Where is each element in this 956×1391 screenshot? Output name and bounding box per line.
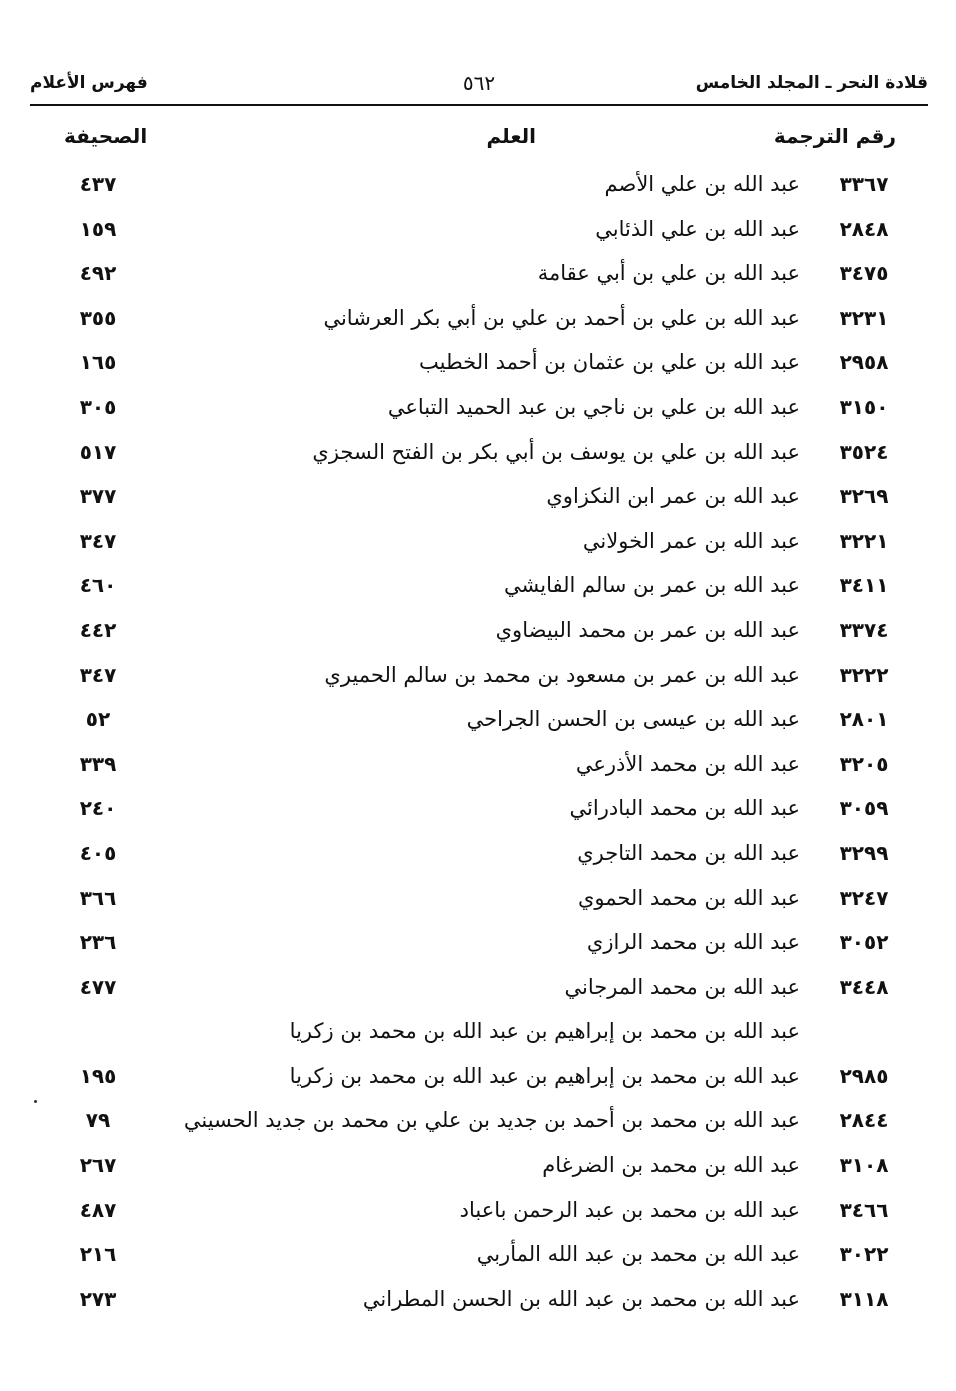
index-entry (40, 430, 896, 475)
column-header-page: الصحيفة (64, 124, 148, 148)
entry-name: عبد الله بن محمد الأذرعي (575, 751, 800, 776)
entry-number: ٣٢٠٥ (839, 751, 889, 776)
index-entry (40, 1054, 896, 1099)
entry-page: ٢٦٧ (79, 1153, 117, 1178)
entry-name: عبد الله بن محمد البادرائي (569, 796, 800, 821)
entry-name: عبد الله بن محمد بن الضرغام (542, 1153, 800, 1178)
entry-name: عبد الله بن عمر بن مسعود بن محمد بن سالم الحميري (324, 662, 800, 687)
entry-name: عبد الله بن محمد بن إبراهيم بن عبد الله بن محمد بن زكريا (289, 1019, 800, 1044)
column-header-number: رقم الترجمة (773, 124, 896, 148)
entry-name: عبد الله بن محمد بن عبد الله بن الحسن المطراني (362, 1286, 800, 1311)
entry-page: ٢٤٠ (79, 796, 117, 821)
entry-number: ٣١٥٠ (839, 394, 889, 419)
entry-page: ٣٦٦ (79, 885, 117, 910)
running-header (30, 68, 928, 98)
index-entry (40, 608, 896, 653)
book-title: قلادة النحر ـ المجلد الخامس (695, 73, 928, 93)
entry-number: ٢٩٨٥ (839, 1063, 889, 1088)
index-entry (40, 920, 896, 965)
entry-page: ٤٤٢ (79, 617, 117, 642)
index-entry (40, 296, 896, 341)
entry-name: عبد الله بن محمد بن إبراهيم بن عبد الله بن محمد بن زكريا (289, 1063, 800, 1088)
entry-page: ٢١٦ (79, 1242, 117, 1267)
entry-page: ١٦٥ (79, 350, 117, 375)
index-entry (40, 162, 896, 207)
entry-page: ٣٤٧ (79, 662, 117, 687)
entry-name: عبد الله بن محمد بن أحمد بن جديد بن علي بن محمد بن جديد الحسيني (183, 1108, 800, 1133)
entry-page: ٥١٧ (79, 439, 117, 464)
entry-name: عبد الله بن علي بن عثمان بن أحمد الخطيب (419, 350, 800, 375)
entry-number: ٢٨٤٤ (839, 1108, 889, 1133)
entry-name: عبد الله بن علي الذئابي (595, 216, 800, 241)
entry-number: ٣٢٣١ (839, 305, 889, 330)
entry-page: ٣٣٩ (79, 751, 117, 776)
entry-number: ٣٣٧٤ (839, 617, 889, 642)
index-entry (40, 474, 896, 519)
index-entry (40, 1232, 896, 1277)
entry-number: ٢٨٤٨ (839, 216, 889, 241)
entry-page: ٤٦٠ (79, 573, 117, 598)
entry-number: ٣٠٥٩ (839, 796, 889, 821)
entry-number: ٣٢٤٧ (839, 885, 889, 910)
index-entry (40, 563, 896, 608)
entry-page: ٣٧٧ (79, 484, 117, 509)
entry-page: ٣٠٥ (79, 394, 117, 419)
index-entry (40, 1188, 896, 1233)
index-entry (40, 1098, 896, 1143)
entry-name: عبد الله بن عمر الخولاني (582, 528, 800, 553)
entry-page: ٤٨٧ (79, 1197, 117, 1222)
entry-number: ٣٤١١ (839, 573, 889, 598)
entry-name: عبد الله بن محمد الحموي (577, 885, 800, 910)
entry-number: ٣٢٦٩ (839, 484, 889, 509)
index-entries (40, 162, 896, 1321)
entry-number: ٣٥٢٤ (839, 439, 889, 464)
entry-name: عبد الله بن عمر بن سالم الفايشي (503, 573, 800, 598)
entry-name: عبد الله بن عيسى بن الحسن الجراحي (466, 707, 800, 732)
index-entry (40, 251, 896, 296)
index-entry (40, 1143, 896, 1188)
index-entry (40, 519, 896, 564)
index-entry (40, 653, 896, 698)
entry-page: ٥٢ (85, 707, 111, 732)
entry-name: عبد الله بن محمد التاجري (577, 840, 800, 865)
entry-number: ٢٨٠١ (839, 707, 889, 732)
entry-name: عبد الله بن محمد بن عبد الرحمن باعباد (459, 1197, 800, 1222)
entry-page: ٢٣٦ (79, 930, 117, 955)
header-rule (30, 104, 928, 106)
index-entry (40, 385, 896, 430)
index-entry (40, 965, 896, 1010)
entry-number: ٣٤٤٨ (839, 974, 889, 999)
entry-number: ٣٣٦٧ (839, 172, 889, 196)
entry-number: ٣٢٢٢ (839, 662, 889, 687)
index-entry (40, 340, 896, 385)
section-title: فهرس الأعلام (30, 73, 148, 93)
column-headers (40, 118, 896, 154)
entry-name: عبد الله بن عمر بن محمد البيضاوي (495, 617, 800, 642)
entry-name: عبد الله بن علي بن أبي عقامة (537, 261, 800, 286)
speck (34, 1100, 37, 1103)
column-header-name: العلم (486, 124, 536, 148)
index-entry (40, 1277, 896, 1322)
entry-page: ٤٩٢ (79, 261, 117, 286)
entry-name: عبد الله بن محمد الرازي (586, 930, 800, 955)
index-entry (40, 697, 896, 742)
index-entry (40, 207, 896, 252)
entry-number: ٣١٠٨ (839, 1153, 889, 1178)
index-entry (40, 786, 896, 831)
entry-page: ٣٤٧ (79, 528, 117, 553)
entry-number: ٣٢٢١ (839, 528, 889, 553)
entry-name: عبد الله بن علي الأصم (604, 172, 800, 196)
entry-page: ٤٣٧ (79, 172, 117, 196)
entry-name: عبد الله بن علي بن يوسف بن أبي بكر بن الفتح السجزي (312, 439, 800, 464)
entry-number: ٣٤٦٦ (839, 1197, 889, 1222)
entry-name: عبد الله بن علي بن أحمد بن علي بن أبي بكر العرشاني (323, 305, 800, 330)
entry-name: عبد الله بن محمد بن عبد الله المأربي (476, 1242, 800, 1267)
entry-number: ٢٩٥٨ (839, 350, 889, 375)
entry-number: ٣٤٧٥ (839, 261, 889, 286)
entry-number: ٣٠٢٢ (839, 1242, 889, 1267)
entry-page: ٤٧٧ (79, 974, 117, 999)
entry-page: ٧٩ (85, 1108, 111, 1133)
entry-name: عبد الله بن محمد المرجاني (564, 974, 800, 999)
index-entry (40, 876, 896, 921)
index-entry (40, 831, 896, 876)
entry-page: ٣٥٥ (79, 305, 117, 330)
entry-number: ٣٠٥٢ (839, 930, 889, 955)
index-entry (40, 1009, 896, 1054)
entry-page: ٢٧٣ (79, 1286, 117, 1311)
entry-name: عبد الله بن عمر ابن النكزاوي (546, 484, 800, 509)
entry-number: ٣٢٩٩ (839, 840, 889, 865)
page-number: ٥٦٢ (462, 71, 496, 95)
entry-number: ٣١١٨ (839, 1286, 889, 1311)
entry-page: ١٥٩ (79, 216, 117, 241)
entry-page: ٤٠٥ (79, 840, 117, 865)
index-entry (40, 742, 896, 787)
entry-name: عبد الله بن علي بن ناجي بن عبد الحميد التباعي (387, 394, 800, 419)
entry-page: ١٩٥ (79, 1063, 117, 1088)
